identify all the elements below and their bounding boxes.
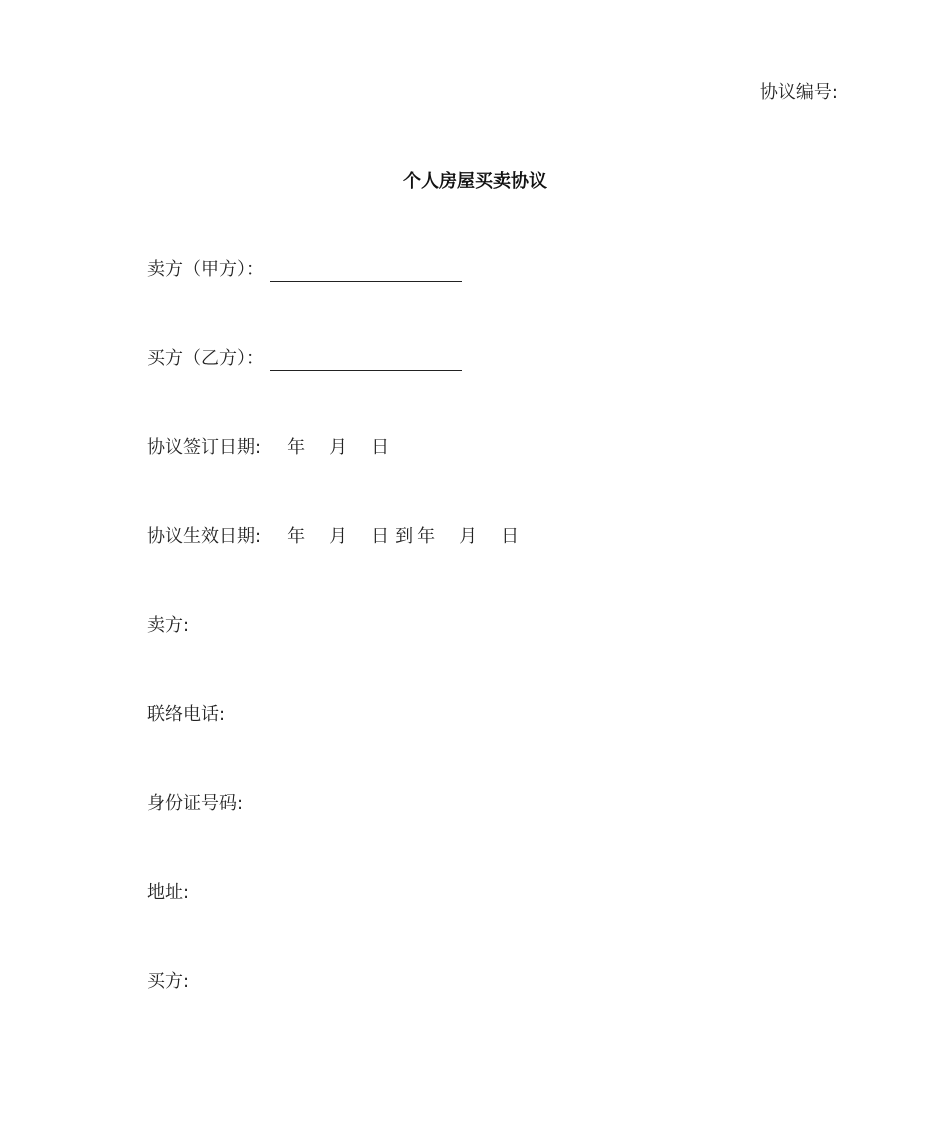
buyer-party-row (147, 347, 462, 371)
seller-party-blank-line[interactable] (270, 262, 462, 282)
effective-date-row (147, 525, 519, 549)
effective-end-year: 年 (417, 526, 436, 547)
phone-label: 联络电话: (147, 704, 226, 725)
buyer-party-label: 买方（乙方）： (147, 348, 264, 369)
seller-party-label: 卖方（甲方）： (147, 259, 264, 280)
buyer-label: 买方: (147, 971, 190, 992)
address-row (147, 881, 189, 905)
id-number-label: 身份证号码: (147, 793, 244, 814)
buyer-party-blank-line[interactable] (270, 351, 462, 371)
phone-row (147, 703, 225, 727)
buyer-row (147, 970, 189, 994)
agreement-number-label: 协议编号: (759, 82, 838, 103)
effective-start-day: 日 (371, 526, 390, 547)
seller-label: 卖方: (147, 615, 190, 636)
address-label: 地址: (147, 882, 190, 903)
effective-date-label: 协议生效日期: (147, 526, 262, 547)
sign-date-day: 日 (371, 437, 390, 458)
sign-date-row (147, 436, 389, 460)
effective-end-month: 月 (459, 526, 478, 547)
document-title: 个人房屋买卖协议 (403, 171, 547, 192)
effective-start-year: 年 (287, 526, 306, 547)
sign-date-label: 协议签订日期: (147, 437, 262, 458)
seller-party-row (147, 258, 462, 282)
effective-end-day: 日 (501, 526, 520, 547)
seller-row (147, 614, 189, 638)
id-number-row (147, 792, 243, 816)
effective-date-to: 到 (395, 526, 414, 547)
effective-start-month: 月 (329, 526, 348, 547)
sign-date-month: 月 (329, 437, 348, 458)
sign-date-year: 年 (287, 437, 306, 458)
